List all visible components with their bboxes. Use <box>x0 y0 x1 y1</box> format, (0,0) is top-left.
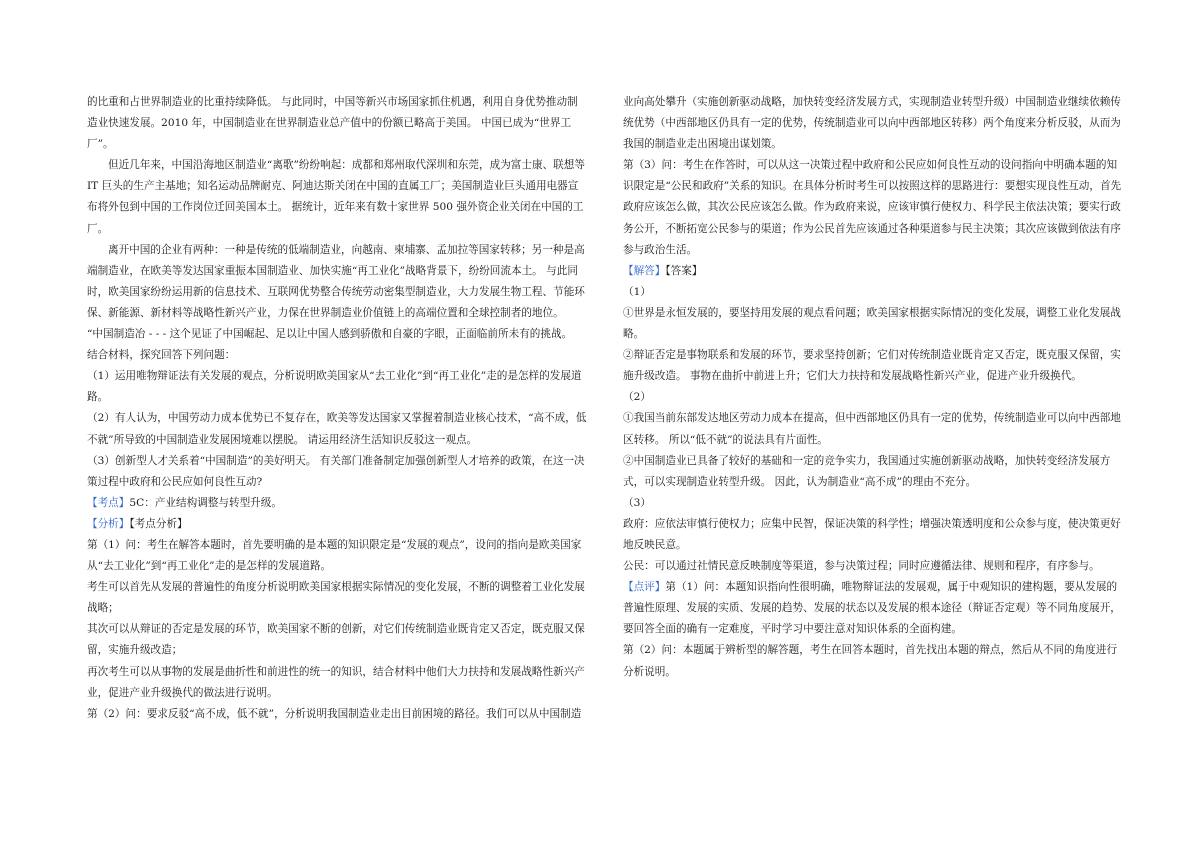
paragraph-text: 第（3）问：考生在作答时，可以从这一决策过程中政府和公民应如何良性互动的设问指向中明确本题的知识限定是“公民和政府”关系的知识。在具体分析时考生可以按照这样的思路进行：要想实现良性互动，首先政府应该怎么做，其次公民应该怎么做。作为政府来说，应该审慎行使权力、科学民主依法决策；要实行政务公开，不断拓宽公民参与的渠道；作为公民首先应该通过各种渠道参与民主决策；其次应该做到依法有序参与政治生活。 <box>623 159 1122 256</box>
paragraph <box>623 92 1123 155</box>
paragraph-text: 结合材料，探究回答下列问题： <box>87 349 236 362</box>
paragraph-text: 公民：可以通过社情民意反映制度等渠道，参与决策过程；同时应遵循法律、规则和程序，有序参与。 <box>623 560 1100 573</box>
paragraph-text: （2）有人认为，中国劳动力成本优势已不复存在，欧美等发达国家又掌握着制造业核心技术，“高不成，低不就”所导致的中国制造业发展困境难以摆脱。 请运用经济生活知识反驳这一观点。 <box>87 412 587 446</box>
paragraph <box>623 155 1123 260</box>
paragraph-text: 【考点分析】 <box>129 517 188 530</box>
paragraph <box>87 451 587 493</box>
paragraph-text: 其次可以从辩证的否定是发展的环节，欧美国家不断的创新，对它们传统制造业既肯定又否定，既克服又保留，实施升级改造； <box>87 623 585 657</box>
paragraph-text: 但近几年来，中国沿海地区制造业“离歌”纷纷响起：成都和郑州取代深圳和东莞，成为富士康、联想等 IT 巨头的生产主基地；知名运动品牌耐克、阿迪达斯关闭在中国的直属工厂；美国制造业巨头通用电器宣布将外包到中国的工作岗位迁回美国本土。 据统计，近年来有数十家世界 500 强外资企业关闭在中国的工厂。 <box>87 159 585 235</box>
paragraph <box>623 303 1123 345</box>
paragraph-text: “中国制造冶 - - - 这个见证了中国崛起、足以让中国人感到骄傲和自豪的字眼，正面临前所未有的挑战。 <box>87 328 573 341</box>
paragraph <box>87 493 587 514</box>
paragraph <box>623 345 1123 387</box>
paragraph <box>87 240 587 324</box>
paragraph-text: ②中国制造业已具备了较好的基础和一定的竞争实力，我国通过实施创新驱动战略，加快转变经济发展方式，可以实现制造业转型升级。 因此，认为制造业“高不成”的理由不充分。 <box>623 454 1111 488</box>
paragraph <box>623 514 1123 556</box>
paragraph-text: 离开中国的企业有两种：一种是传统的低端制造业，向越南、柬埔寨、孟加拉等国家转移；另一种是高端制造业，在欧美等发达国家重振本国制造业、加快实施“再工业化”战略背景下，纷纷回流本土。 与此同时，欧美国家纷纷运用新的信息技术、互联网优势整合传统劳动密集型制造业，大力发展生物工程、节能环保、新能源、新材料等战略性新兴产业，力保在世界制造业价值链上的高端位置和全球控制者的地位。 <box>87 243 585 319</box>
paragraph <box>623 640 1123 682</box>
paragraph-text: （2） <box>623 391 651 404</box>
section-tag: 【解答】 <box>623 264 666 277</box>
paragraph <box>87 535 587 577</box>
paragraph-text: （1）运用唯物辩证法有关发展的观点，分析说明欧美国家从“去工业化”到“再工业化”走的是怎样的发展道路。 <box>87 370 582 404</box>
paragraph <box>87 92 587 155</box>
paragraph <box>87 408 587 450</box>
paragraph <box>87 619 587 661</box>
paragraph <box>87 155 587 239</box>
paragraph <box>87 704 587 725</box>
paragraph <box>623 282 1123 303</box>
paragraph-text: （3）创新型人才关系着“中国制造”的美好明天。 有关部门准备制定加强创新型人才培养的政策，在这一决策过程中政府和公民应如何良性互动? <box>87 454 585 488</box>
left-column <box>87 92 587 725</box>
paragraph-text: 第（1）问：本题知识指向性很明确，唯物辩证法的发展观，属于中观知识的建构题，要从发展的普遍性原理、发展的实质、发展的趋势、发展的状态以及发展的根本途径（辩证否定观）等不同角度展开，要回答全面的确有一定难度，平时学习中要注意对知识体系的全面构建。 <box>623 581 1121 636</box>
paragraph-text: 5C：产业结构调整与转型升级。 <box>129 496 282 509</box>
paragraph-text: 考生可以首先从发展的普遍性的角度分析说明欧美国家根据实际情况的变化发展，不断的调整着工业化发展战略； <box>87 581 585 615</box>
paragraph <box>87 366 587 408</box>
paragraph <box>623 493 1123 514</box>
section-tag: 【分析】 <box>87 517 130 530</box>
paragraph <box>87 577 587 619</box>
paragraph <box>87 345 587 366</box>
paragraph <box>623 577 1123 640</box>
section-tag: 【点评】 <box>623 581 666 594</box>
paragraph <box>623 451 1123 493</box>
paragraph-text: 业向高处攀升（实施创新驱动战略，加快转变经济发展方式，实现制造业转型升级）中国制造业继续依赖传统优势（中西部地区仍具有一定的优势，传统制造业可以向中西部地区转移）两个角度来分析反驳，从而为我国的制造业走出困境出谋划策。 <box>623 96 1121 151</box>
paragraph-text: 第（1）问：考生在解答本题时，首先要明确的是本题的知识限定是“发展的观点”，设问的指向是欧美国家从“去工业化”到“再工业化”走的是怎样的发展道路。 <box>87 538 582 573</box>
paragraph <box>623 408 1123 450</box>
right-column <box>623 92 1123 683</box>
paragraph <box>87 324 587 345</box>
paragraph-text: （3） <box>623 496 651 509</box>
paragraph <box>87 514 587 535</box>
paragraph-text: ①我国当前东部发达地区劳动力成本在提高，但中西部地区仍具有一定的优势，传统制造业可以向中西部地区转移。 所以“低不就”的说法具有片面性。 <box>623 412 1121 446</box>
paragraph <box>87 662 587 704</box>
paragraph-text: 第（2）问：本题属于辨析型的解答题，考生在回答本题时，首先找出本题的辩点，然后从不同的角度进行分析说明。 <box>623 644 1118 678</box>
paragraph <box>623 556 1123 577</box>
paragraph-text: （1） <box>623 285 651 298</box>
paragraph-text: 再次考生可以从事物的发展是曲折性和前进性的统一的知识，结合材料中他们大力扶持和发展战略性新兴产业，促进产业升级换代的做法进行说明。 <box>87 665 585 699</box>
paragraph <box>623 387 1123 408</box>
section-tag: 【考点】 <box>87 496 130 509</box>
paragraph-text: 的比重和占世界制造业的比重持续降低。 与此同时，中国等新兴市场国家抓住机遇，利用自身优势推动制造业快速发展。2010 年，中国制造业在世界制造业总产值中的份额已略高于美国。 中国已成为“世界工厂”。 <box>87 96 578 151</box>
paragraph-text: ②辩证否定是事物联系和发展的环节，要求坚持创新；它们对传统制造业既肯定又否定，既克服又保留，实施升级改造。 事物在曲折中前进上升；它们大力扶持和发展战略性新兴产业，促进产业升级换代。 <box>623 349 1121 383</box>
paragraph-text: 第（2）问：要求反驳“高不成，低不就”，分析说明我国制造业走出目前困境的路径。我们可以从中国制造 <box>87 707 582 720</box>
paragraph-text: 政府：应依法审慎行使权力；应集中民智，保证决策的科学性；增强决策透明度和公众参与度，使决策更好地反映民意。 <box>623 517 1121 551</box>
paragraph <box>623 261 1123 282</box>
paragraph-text: 【答案】 <box>665 264 703 277</box>
paragraph-text: ①世界是永恒发展的，要坚持用发展的观点看问题；欧美国家根据实际情况的变化发展，调整工业化发展战略。 <box>623 306 1121 341</box>
